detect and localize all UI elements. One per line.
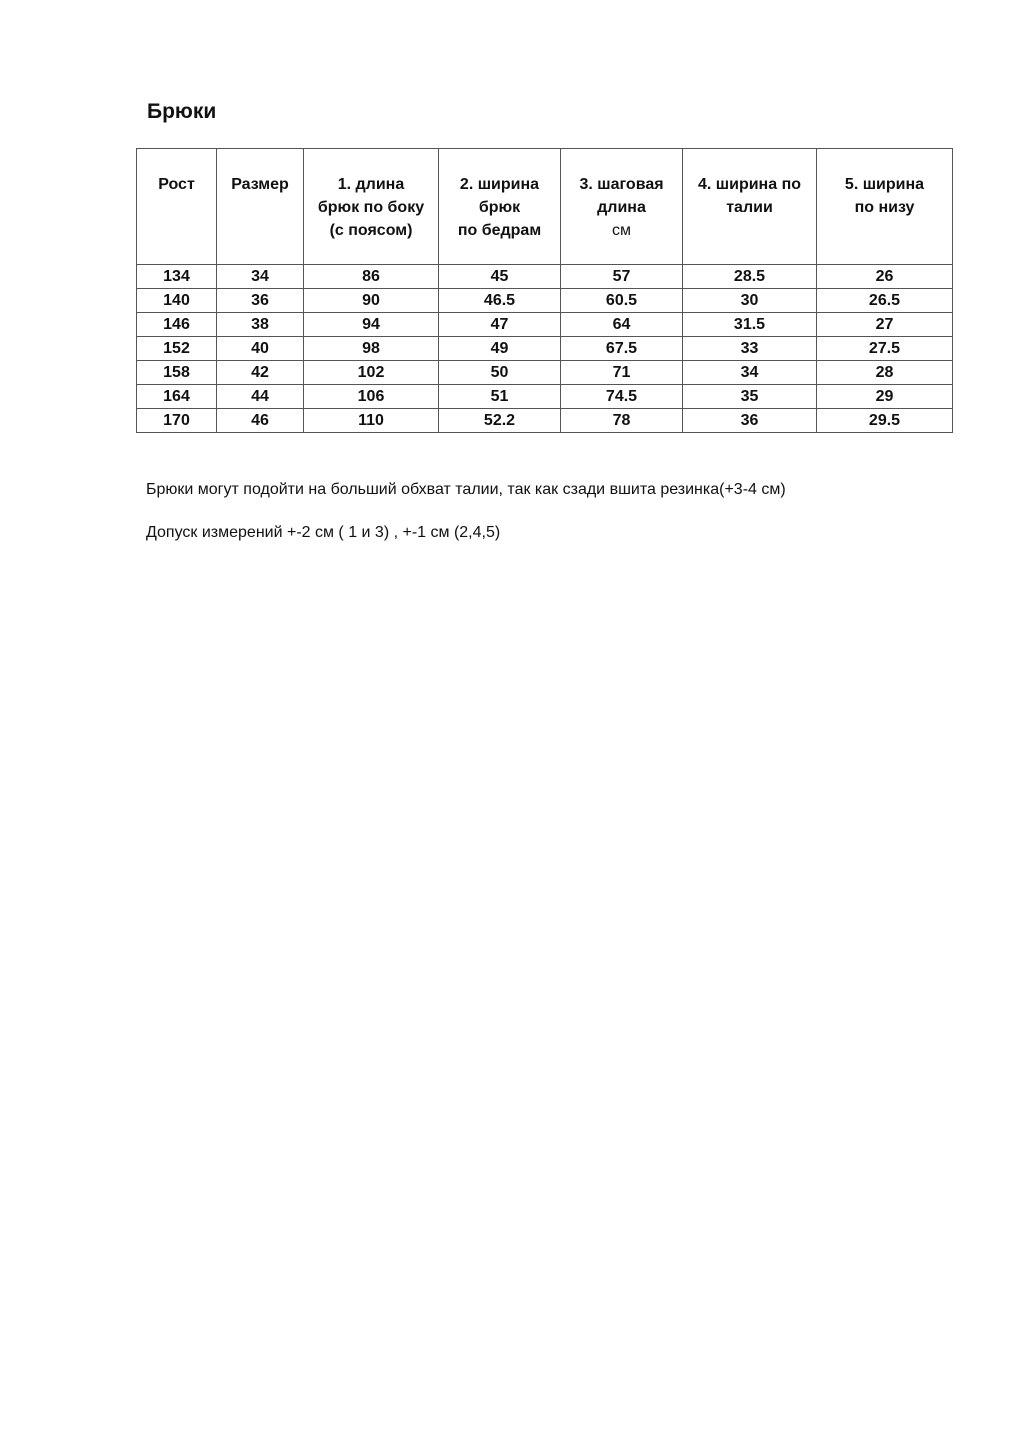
column-header-hem-width: 5. ширина по низу: [817, 149, 953, 265]
table-cell: 134: [137, 265, 217, 289]
table-cell: 42: [217, 361, 304, 385]
table-row: [137, 385, 953, 409]
table-cell: 164: [137, 385, 217, 409]
table-cell: 27: [817, 313, 953, 337]
table-cell: 67.5: [561, 337, 683, 361]
table-header-row: [137, 149, 953, 265]
table-cell: 78: [561, 409, 683, 433]
table-cell: 146: [137, 313, 217, 337]
column-header-side-length: 1. длина брюк по боку (с поясом): [304, 149, 439, 265]
table-cell: 26.5: [817, 289, 953, 313]
table-cell: 47: [439, 313, 561, 337]
table-cell: 36: [217, 289, 304, 313]
table-cell: 30: [683, 289, 817, 313]
table-cell: 71: [561, 361, 683, 385]
table-cell: 33: [683, 337, 817, 361]
table-cell: 90: [304, 289, 439, 313]
table-cell: 57: [561, 265, 683, 289]
table-cell: 64: [561, 313, 683, 337]
column-header-size: Размер: [217, 149, 304, 265]
unit-label: см: [612, 222, 631, 239]
table-row: [137, 313, 953, 337]
table-cell: 44: [217, 385, 304, 409]
table-cell: 140: [137, 289, 217, 313]
table-cell: 34: [217, 265, 304, 289]
table-cell: 40: [217, 337, 304, 361]
table-cell: 60.5: [561, 289, 683, 313]
table-cell: 38: [217, 313, 304, 337]
table-cell: 74.5: [561, 385, 683, 409]
table-cell: 35: [683, 385, 817, 409]
table-cell: 36: [683, 409, 817, 433]
table-row: [137, 289, 953, 313]
table-cell: 52.2: [439, 409, 561, 433]
column-header-height: Рост: [137, 149, 217, 265]
table-cell: 170: [137, 409, 217, 433]
table-cell: 49: [439, 337, 561, 361]
table-cell: 46: [217, 409, 304, 433]
table-cell: 29: [817, 385, 953, 409]
table-cell: 94: [304, 313, 439, 337]
table-row: [137, 337, 953, 361]
column-header-waist-width: 4. ширина по талии: [683, 149, 817, 265]
table-cell: 27.5: [817, 337, 953, 361]
table-cell: 26: [817, 265, 953, 289]
table-cell: 45: [439, 265, 561, 289]
table-cell: 152: [137, 337, 217, 361]
column-header-hip-width: 2. ширина брюк по бедрам: [439, 149, 561, 265]
table-cell: 34: [683, 361, 817, 385]
waist-fit-note: Брюки могут подойти на больший обхват талии, так как сзади вшита резинка(+3-4 см): [146, 481, 786, 498]
size-table: [136, 148, 953, 433]
table-cell: 29.5: [817, 409, 953, 433]
table-row: [137, 409, 953, 433]
table-cell: 31.5: [683, 313, 817, 337]
table-cell: 106: [304, 385, 439, 409]
table-row: [137, 265, 953, 289]
table-cell: 102: [304, 361, 439, 385]
table-cell: 51: [439, 385, 561, 409]
table-cell: 158: [137, 361, 217, 385]
table-cell: 86: [304, 265, 439, 289]
page-title: Брюки: [147, 100, 217, 123]
measurement-tolerance-note: Допуск измерений +-2 см ( 1 и 3) , +-1 см (2,4,5): [146, 524, 501, 541]
column-header-inseam: 3. шаговая длина см: [561, 149, 683, 265]
table-cell: 50: [439, 361, 561, 385]
table-cell: 46.5: [439, 289, 561, 313]
table-row: [137, 361, 953, 385]
table-cell: 110: [304, 409, 439, 433]
table-cell: 98: [304, 337, 439, 361]
table-cell: 28.5: [683, 265, 817, 289]
table-cell: 28: [817, 361, 953, 385]
